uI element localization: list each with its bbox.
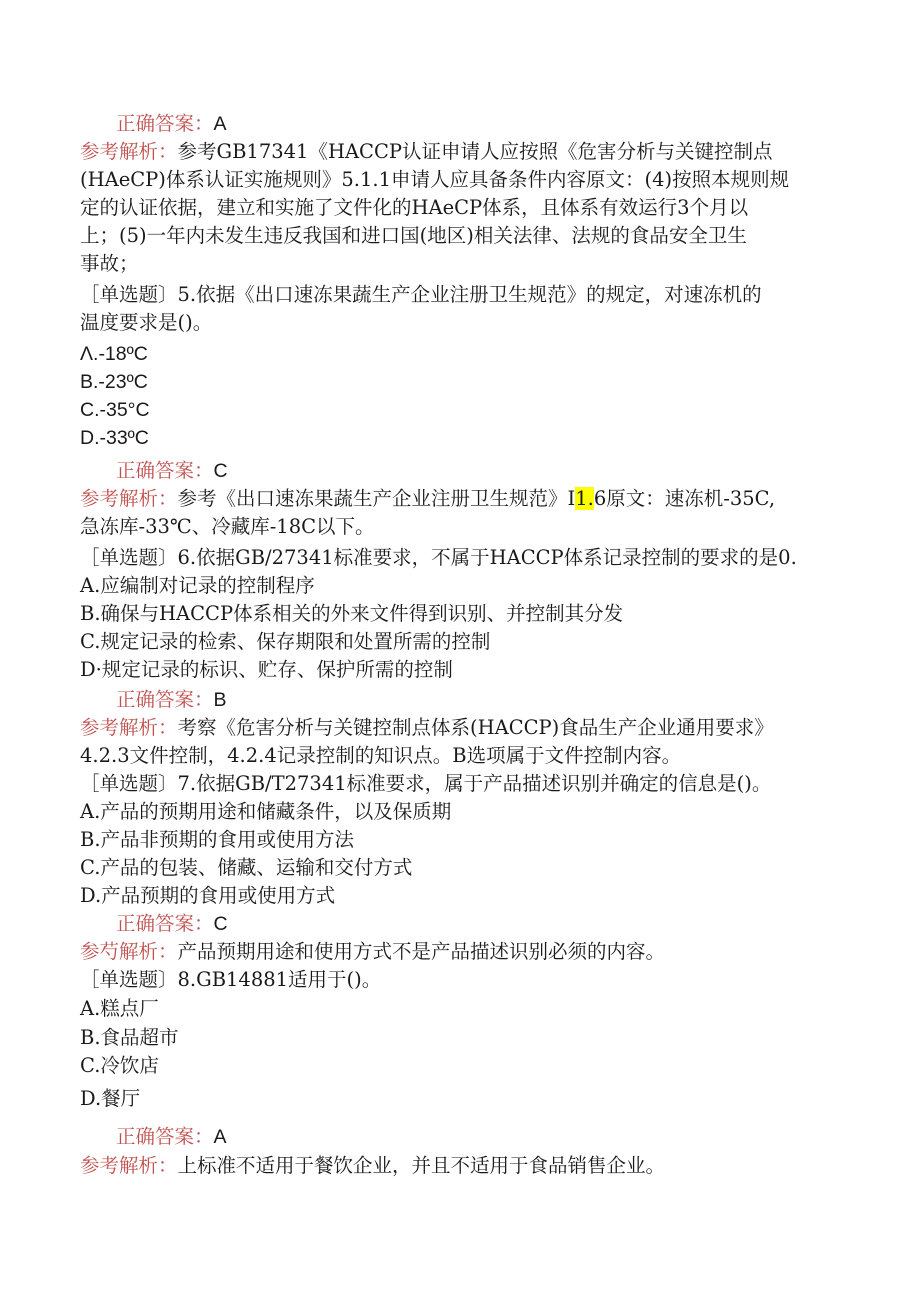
analysis-continuation: 定的认证依据，建立和实施了文件化的HAeCP体系，且体系有效运行3个月以 bbox=[80, 196, 749, 219]
option-d: D.产品预期的食用或使用方式 bbox=[80, 884, 336, 907]
answer-line bbox=[116, 910, 228, 938]
option-a: A.糕点厂 bbox=[80, 997, 159, 1020]
option-a: Λ.-18ºC bbox=[80, 343, 148, 365]
answer-line bbox=[116, 457, 228, 485]
analysis-continuation: 急冻库-33℃、冷藏库-18C以下。 bbox=[80, 515, 375, 538]
analysis-line bbox=[80, 485, 775, 513]
analysis-continuation: 上；(5)一年内未发生违反我国和进口国(地区)相关法律、法规的食品安全卫生 bbox=[80, 224, 747, 247]
question-text: 5.依据《出口速冻果蔬生产企业注册卫生规范》的规定，对速冻机的 bbox=[177, 283, 762, 306]
question-type-tag: ［单选题〕 bbox=[80, 968, 178, 991]
question-text-continuation: 温度要求是()。 bbox=[80, 311, 213, 334]
question-stem bbox=[80, 966, 381, 994]
question-text: 6.依据GB/27341标准要求，不属于HACCP体系记录控制的要求的是0. bbox=[177, 546, 797, 569]
answer-label: 正确答案： bbox=[116, 459, 214, 482]
analysis-label: 参考解析： bbox=[80, 487, 178, 510]
analysis-label: 参考解析： bbox=[80, 140, 178, 163]
question-stem bbox=[80, 770, 771, 798]
option-c: C.产品的包装、储藏、运输和交付方式 bbox=[80, 856, 413, 879]
option-c: C.规定记录的检索、保存期限和处置所需的控制 bbox=[80, 630, 491, 653]
analysis-line bbox=[80, 138, 773, 166]
analysis-text: 产品预期用途和使用方式不是产品描述识别必须的内容。 bbox=[177, 940, 666, 963]
analysis-label: 参考解析： bbox=[80, 716, 178, 739]
analysis-text: 上标准不适用于餐饮企业，并且不适用于食品销售企业。 bbox=[177, 1154, 666, 1177]
answer-label: 正确答案： bbox=[116, 112, 214, 135]
analysis-label: 参考解析： bbox=[80, 1154, 178, 1177]
answer-label: 正确答案： bbox=[116, 688, 214, 711]
analysis-text: 参考《出口速冻果蔬生产企业注册卫生规范》I bbox=[177, 487, 576, 510]
option-b: B.-23ºC bbox=[80, 371, 148, 393]
answer-value: B bbox=[213, 689, 227, 711]
analysis-line bbox=[80, 1152, 665, 1180]
analysis-text-tail: 6原文：速冻机-35C, bbox=[593, 487, 776, 510]
answer-label: 正确答案： bbox=[116, 1125, 214, 1148]
answer-value: C bbox=[213, 913, 228, 935]
analysis-continuation: 4.2.3文件控制，4.2.4记录控制的知识点。B选项属于文件控制内容。 bbox=[80, 744, 682, 767]
answer-label: 正确答案： bbox=[116, 912, 214, 935]
answer-line bbox=[116, 110, 227, 138]
option-b: B.食品超市 bbox=[80, 1026, 179, 1049]
question-text: 7.依据GB/T27341标准要求，属于产品描述识别并确定的信息是()。 bbox=[177, 772, 772, 795]
question-type-tag: ［单选题〕 bbox=[80, 546, 178, 569]
analysis-continuation: 事故； bbox=[80, 252, 139, 275]
option-a: A.应编制对记录的控制程序 bbox=[80, 574, 315, 597]
answer-value: A bbox=[213, 113, 227, 135]
option-d: D.餐厅 bbox=[80, 1087, 141, 1110]
option-c: C.冷饮店 bbox=[80, 1054, 159, 1077]
highlight-mark: 1. bbox=[575, 487, 594, 510]
analysis-line bbox=[80, 714, 774, 742]
option-d: D.-33ºC bbox=[80, 427, 149, 449]
option-d: D·规定记录的标识、贮存、保护所需的控制 bbox=[80, 658, 453, 681]
question-type-tag: ［单选题〕 bbox=[80, 283, 178, 306]
question-stem bbox=[80, 544, 797, 572]
question-stem bbox=[80, 281, 762, 309]
question-type-tag: ［单选题〕 bbox=[80, 772, 178, 795]
option-b: B.产品非预期的食用或使用方法 bbox=[80, 828, 355, 851]
option-a: A.产品的预期用途和储藏条件，以及保质期 bbox=[80, 800, 452, 823]
option-b: B.确保与HACCP体系相关的外来文件得到识别、并控制其分发 bbox=[80, 602, 624, 625]
answer-value: A bbox=[213, 1126, 227, 1148]
analysis-continuation: (HAeCP)体系认证实施规则》5.1.1申请人应具备条件内容原文：(4)按照本规则规 bbox=[80, 168, 790, 191]
answer-line bbox=[116, 686, 227, 714]
question-text: 8.GB14881适用于()。 bbox=[177, 968, 382, 991]
answer-line bbox=[116, 1123, 227, 1151]
option-c: C.-35°C bbox=[80, 399, 150, 421]
analysis-line bbox=[80, 938, 665, 966]
analysis-text: 参考GB17341《HACCP认证申请人应按照《危害分析与关键控制点 bbox=[177, 140, 773, 163]
answer-value: C bbox=[213, 460, 228, 482]
analysis-text: 考察《危害分析与关键控制点体系(HACCP)食品生产企业通用要求》 bbox=[177, 716, 774, 739]
analysis-label: 参芍解析： bbox=[80, 940, 178, 963]
